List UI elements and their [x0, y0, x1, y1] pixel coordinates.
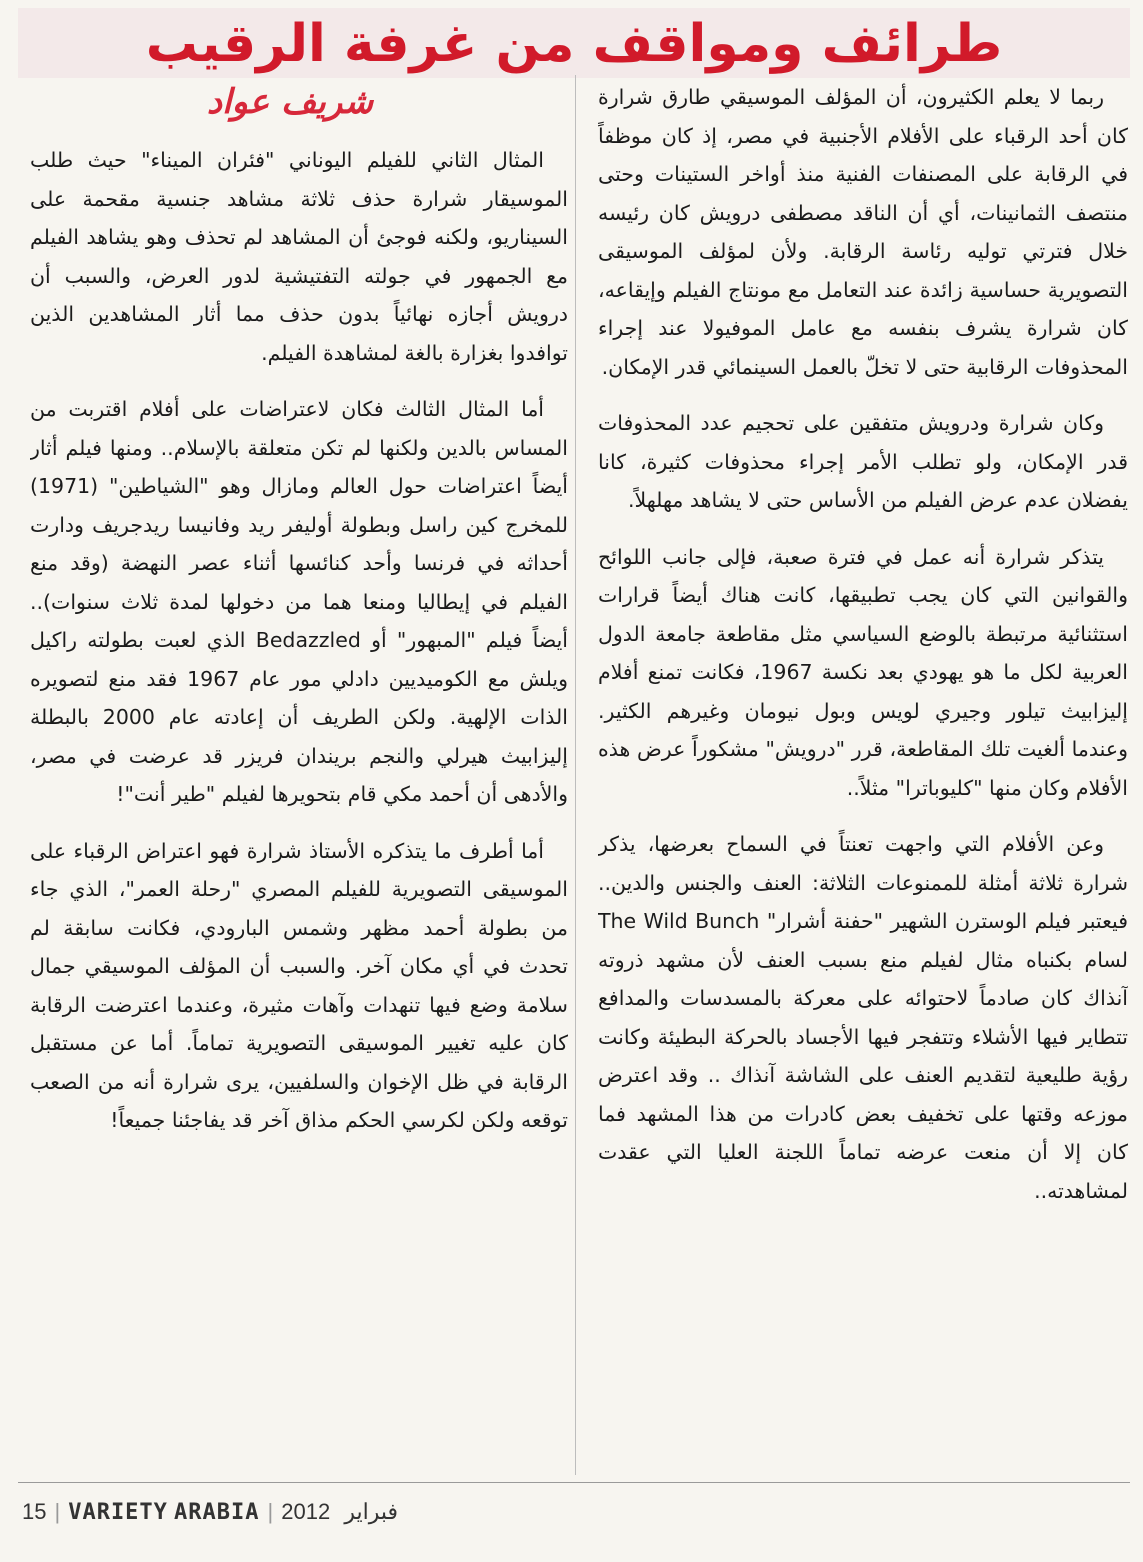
magazine-brand-variety: VARIETY [68, 1500, 168, 1525]
issue-month: فبراير [344, 1499, 398, 1524]
paragraph: أما المثال الثالث فكان لاعتراضات على أفلام اقتربت من المساس بالدين ولكنها لم تكن متعلقة بالإسلام.. ومنها فيلم أثار أيضاً اعتراضات حول العالم ومازال وهو "الشياطين" (1971) للمخرج كين راسل وبطولة أوليفر ريد وفانيسا ريدجريف ودارت أحداثه في فرنسا وأحد كنائسها أثناء عصر النهضة (وقد منع الفيلم في إيطاليا ومنعا هما من دخولها لمدة ثلاث سنوات).. أيضاً فيلم "المبهور" أو Bedazzled الذي لعبت بطولته راكيل ويلش مع الكوميديين دادلي مور عام 1967 فقد منع لتصويره الذات الإلهية. ولكن الطريف أن إعادته عام 2000 بالبطلة إليزابيث هيرلي والنجم بريندان فريزر قد عرضت في مصر، والأدهى أن أحمد مكي قام بتحويرها لفيلم "طير أنت"! [30, 397, 568, 806]
article-column-right [598, 78, 1128, 1473]
column-divider [575, 75, 576, 1475]
page-number: 15 [22, 1499, 47, 1524]
author-byline: شريف عواد [206, 82, 374, 122]
paragraph: المثال الثاني للفيلم اليوناني "فئران الميناء" حيث طلب الموسيقار شرارة حذف ثلاثة مشاهد جنسية مقحمة على السيناريو، ولكنه فوجئ أن المشاهد لم تحذف وهو يشاهد الفيلم مع الجمهور في جولته التفتيشية لدور العرض، والسبب أن درويش أجازه نهائياً بدون حذف مما أثار المشاهدين الذين توافدوا بغزارة بالغة لمشاهدة الفيلم. [30, 148, 568, 365]
article-column-left [30, 141, 568, 1473]
footer-separator: | [267, 1499, 274, 1524]
magazine-brand-arabia: ARABIA [174, 1500, 260, 1525]
paragraph: أما أطرف ما يتذكره الأستاذ شرارة فهو اعتراض الرقباء على الموسيقى التصويرية للفيلم المصري "رحلة العمر"، الذي جاء من بطولة أحمد مظهر وشمس البارودي، فكانت سابقة لم تحدث في أي مكان آخر. والسبب أن المؤلف الموسيقي جمال سلامة وضع فيها تنهدات وآهات مثيرة، وعندما اعترضت الرقابة كان عليه تغيير الموسيقى التصويرية تماماً. أما عن مستقبل الرقابة في ظل الإخوان والسلفيين، يرى شرارة أنه من الصعب توقعه ولكن لكرسي الحكم مذاق آخر قد يفاجئنا جميعاً! [30, 838, 568, 1132]
footer-divider [18, 1482, 1130, 1483]
paragraph: وكان شرارة ودرويش متفقين على تحجيم عدد المحذوفات قدر الإمكان، ولو تطلب الأمر إجراء محذوفات كثيرة، كانا يفضلان عدم عرض الفيلم من الأساس حتى لا يشاهد مهلهلاً. [598, 411, 1128, 512]
page-footer [22, 1492, 622, 1532]
issue-year: 2012 [281, 1499, 331, 1524]
paragraph: يتذكر شرارة أنه عمل في فترة صعبة، فإلى جانب اللوائح والقوانين التي كان يجب تطبيقها، كانت هناك أيضاً قرارات استثنائية مرتبطة بالوضع السياسي مثل مقاطعة جامعة الدول العربية لكل ما هو يهودي بعد نكسة 1967، فكانت تمنع أفلام إليزابيث تيلور وجيري لويس وبول نيومان وغيرهم الكثير. وعندما ألغيت تلك المقاطعة، قرر "درويش" مشكوراً عرض هذه الأفلام وكان منها "كليوباترا" مثلاً.. [598, 544, 1128, 800]
footer-separator: | [54, 1499, 61, 1524]
article-headline: طرائف ومواقف من غرفة الرقيب [145, 14, 1003, 74]
paragraph: وعن الأفلام التي واجهت تعنتاً في السماح بعرضها، يذكر شرارة ثلاثة أمثلة للممنوعات الثلاثة: العنف والجنس والدين.. فيعتبر فيلم الوسترن الشهير "حفنة أشرار" The Wild Bunch لسام بكنباه مثال لفيلم منع بسبب العنف لأن مشهد ذروته آنذاك كان صادماً لاحتوائه على معركة بالمسدسات والمدافع تتطاير فيها الأشلاء وتتفجر فيها الأجساد بالحركة البطيئة وكانت رؤية طليعية لتقديم العنف على الشاشة آنذاك .. وقد اعترض موزعه وقتها على تخفيف بعض كادرات من هذا المشهد فما كان إلا أن منعت عرضه تماماً اللجنة العليا التي عقدت لمشاهدته.. [598, 832, 1128, 1203]
paragraph: ربما لا يعلم الكثيرون، أن المؤلف الموسيقي طارق شرارة كان أحد الرقباء على الأفلام الأجنبية في مصر، إذ كان موظفاً في الرقابة على المصنفات الفنية منذ أواخر الستينات وحتى منتصف الثمانينات، أي أن الناقد مصطفى درويش كان رئيسه خلال فترتي توليه رئاسة الرقابة. ولأن لمؤلف الموسيقى التصويرية حساسية زائدة عند التعامل مع مونتاج الفيلم وإيقاعه، كان شرارة يشرف بنفسه مع عامل الموفيولا عند إجراء المحذوفات الرقابية حتى لا تخلّ بالعمل السينمائي قدر الإمكان. [598, 85, 1128, 379]
